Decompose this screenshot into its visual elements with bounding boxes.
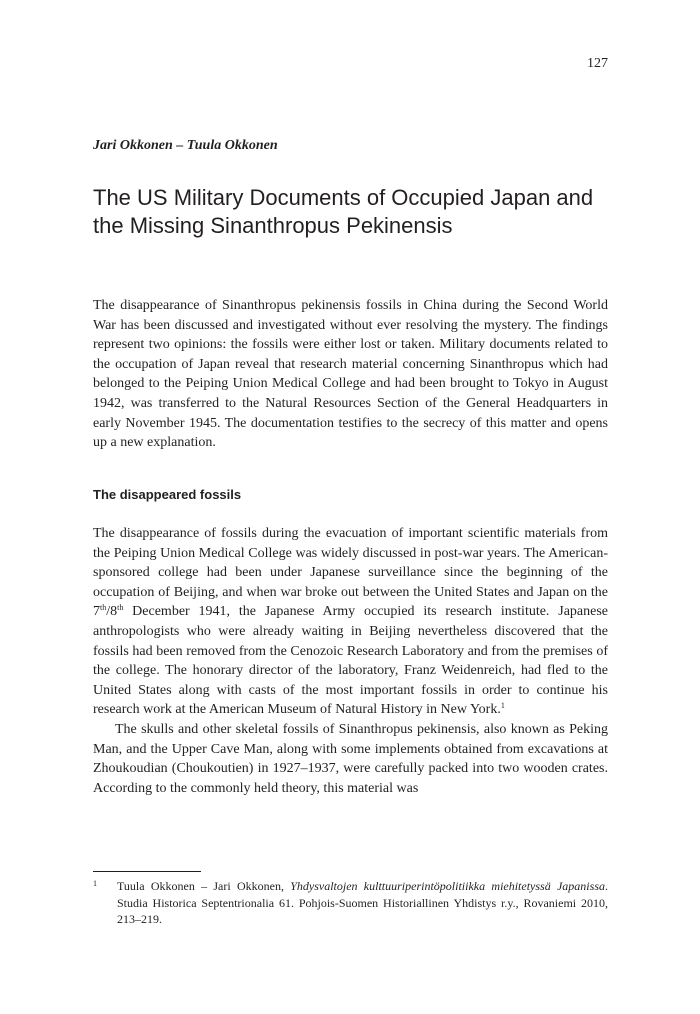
title-line-2: the Missing Sinanthropus Pekinensis (93, 213, 453, 238)
body-paragraph-1-part-b: /8 (106, 604, 118, 620)
abstract-paragraph: The disappearance of Sinanthropus pekinensis fossils in China during the Second World War has been discussed and investigated without ever resolving the mystery. The findings represent two opinions: the fossils were either lost or taken. Military documents related to the occupation of Japan reveal that research material concerning Sinanthropus which had belonged to the Peiping Union Medical College and had been brought to Tokyo in August 1942, was transferred to the Natural Resources Section of the General Headquarters in early November 1945. The documentation testifies to the secrecy of this matter and opens up a new explanation. (93, 298, 608, 451)
article-authors: Jari Okkonen – Tuula Okkonen (93, 138, 278, 153)
ordinal-superscript-2: th (117, 603, 124, 613)
footnote (93, 878, 608, 928)
article-title (93, 184, 623, 240)
section-body (93, 524, 608, 798)
footnote-divider (93, 871, 201, 872)
page (93, 0, 608, 1014)
page-number: 127 (587, 56, 608, 71)
footnote-book-title: Yhdysvaltojen kulttuuriperintöpolitiikka miehitetyssä Japanissa (290, 879, 605, 893)
body-paragraph-2: The skulls and other skeletal fossils of Sinanthropus pekinensis, also known as Peking Man, and the Upper Cave Man, along with some implements obtained from excavations at Zhoukoudian (Choukoutien) in 1927–1937, were carefully packed into two wooden crates. According to the commonly held theory, this material was (93, 721, 608, 796)
body-paragraph-1 (93, 524, 608, 720)
body-paragraph-1-part-a: The disappearance of fossils during the evacuation of important scientific materials from the Peiping Union Medical College was widely discussed in post-war years. The American-sponsored college had been under Japanese surveillance since the beginning of the occupation of Beijing, and when war broke out between the United States and Japan on the 7 (93, 526, 608, 620)
footnote-text (117, 878, 608, 928)
title-line-1: The US Military Documents of Occupied Japan and (93, 185, 594, 210)
section-heading: The disappeared fossils (93, 487, 242, 502)
body-paragraph-1-part-c: December 1941, the Japanese Army occupied its research institute. Japanese anthropologists who were already waiting in Beijing nevertheless discovered that the fossils had been removed from the Cenozoic Research Laboratory and from the premises of the college. The honorary director of the laboratory, Franz Weidenreich, had fled to the United States along with casts of the most important fossils in order to continue his research work at the American Museum of Natural History in New York. (93, 604, 608, 718)
footnote-citation-rest: . Studia Historica Septentrionalia 61. Pohjois-Suomen Historiallinen Yhdistys r.y., Rovaniemi 2010, 213–219. (117, 879, 608, 926)
footnote-authors: Tuula Okkonen – Jari Okkonen, (117, 879, 291, 893)
ordinal-superscript-1: th (100, 603, 107, 613)
footnote-reference[interactable]: 1 (500, 701, 505, 711)
footnote-mark: 1 (93, 879, 97, 888)
